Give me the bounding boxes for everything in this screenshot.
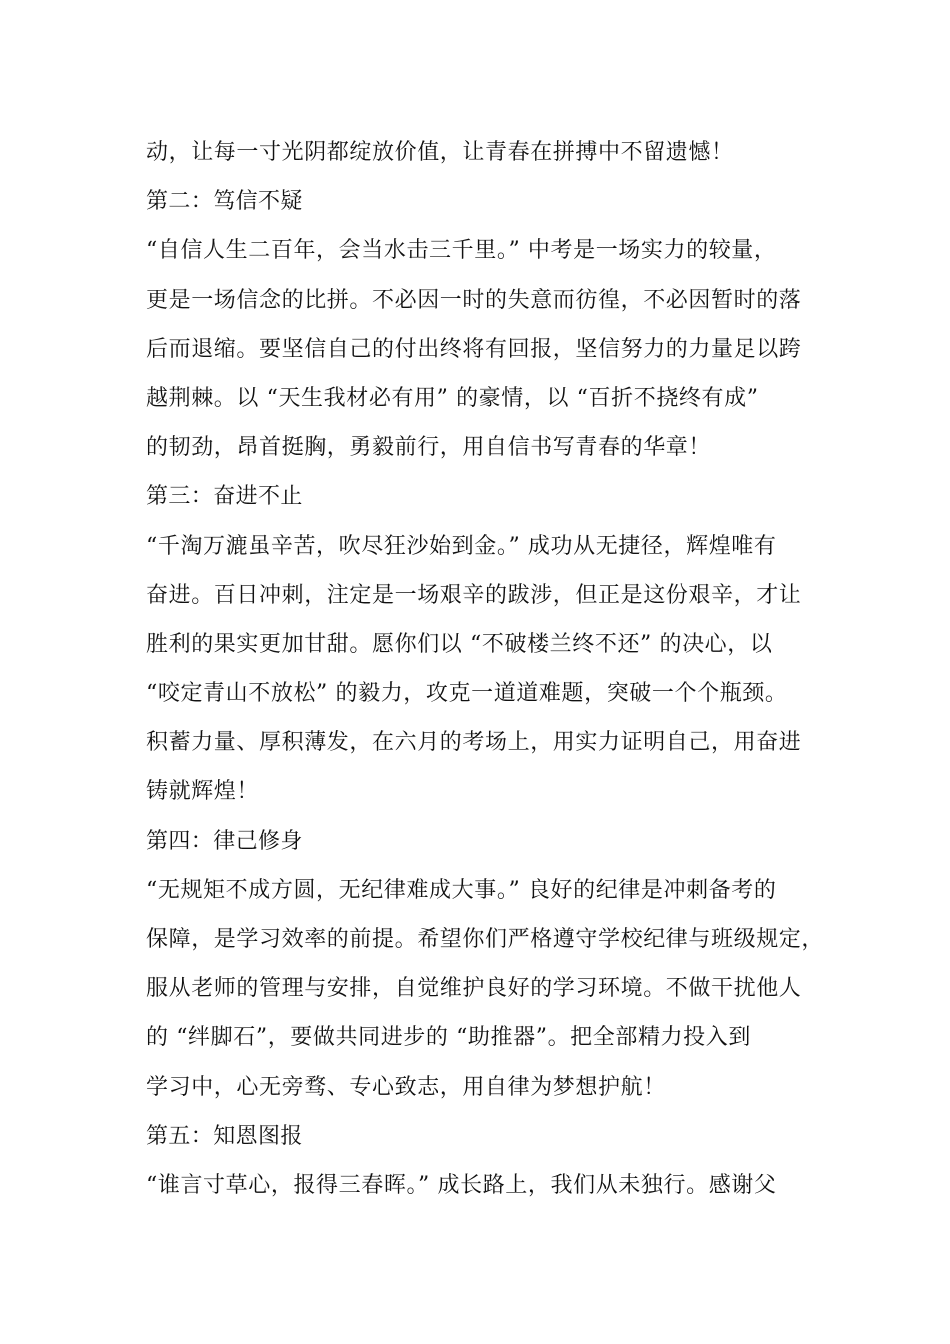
paragraph-line: “自信人生二百年，会当水击三千里。” 中考是一场实力的较量， [146, 238, 777, 264]
paragraph-line: 越荆棘。以 “天生我材必有用” 的豪情，以 “百折不挠终有成” [146, 385, 759, 411]
section-heading-2: 第二：笃信不疑 [146, 189, 303, 215]
paragraph-line: “谁言寸草心，报得三春晖。” 成长路上，我们从未独行。感谢父 [146, 1172, 777, 1198]
paragraph-line: 的韧劲，昂首挺胸，勇毅前行，用自信书写青春的华章！ [146, 435, 712, 461]
paragraph-line: 铸就辉煌！ [146, 779, 260, 805]
paragraph-line: 更是一场信念的比拼。不必因一时的失意而彷徨，不必因暂时的落 [146, 287, 802, 313]
body-text [146, 128, 836, 1210]
paragraph-line: 学习中，心无旁骛、专心致志，用自律为梦想护航！ [146, 1074, 666, 1100]
paragraph-line: 胜利的果实更加甘甜。愿你们以 “不破楼兰终不还” 的决心，以 [146, 631, 773, 657]
section-heading-3: 第三：奋进不止 [146, 484, 303, 510]
paragraph-line: 积蓄力量、厚积薄发，在六月的考场上，用实力证明自己，用奋进 [146, 730, 802, 756]
paragraph-line: 后而退缩。要坚信自己的付出终将有回报，坚信努力的力量足以跨 [146, 336, 802, 362]
paragraph-line: 奋进。百日冲刺，注定是一场艰辛的跋涉，但正是这份艰辛，才让 [146, 582, 802, 608]
paragraph-line: “咬定青山不放松” 的毅力，攻克一道道难题，突破一个个瓶颈。 [146, 681, 788, 707]
paragraph-line: “千淘万漉虽辛苦，吹尽狂沙始到金。” 成功从无捷径，辉煌唯有 [146, 533, 777, 559]
section-heading-4: 第四：律己修身 [146, 828, 303, 854]
paragraph-line: 的 “绊脚石”，要做共同进步的 “助推器”。把全部精力投入到 [146, 1025, 751, 1051]
section-heading-5: 第五：知恩图报 [146, 1123, 303, 1149]
paragraph-line: 动，让每一寸光阴都绽放价值，让青春在拼搏中不留遗憾！ [146, 140, 734, 165]
paragraph-line: 服从老师的管理与安排，自觉维护良好的学习环境。不做干扰他人 [146, 976, 802, 1002]
paragraph-line: “无规矩不成方圆，无纪律难成大事。” 良好的纪律是冲刺备考的 [146, 877, 777, 903]
paragraph-line: 保障，是学习效率的前提。希望你们严格遵守学校纪律与班级规定， [146, 927, 825, 952]
